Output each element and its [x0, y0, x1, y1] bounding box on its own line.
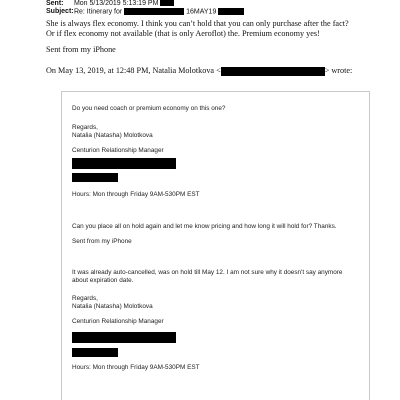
reply-signature: Sent from my iPhone: [46, 45, 116, 54]
attribution-suffix: > wrote:: [324, 66, 353, 75]
quoted-question-1: Do you need coach or premium economy on this one?: [72, 105, 226, 112]
redaction-bar: [72, 348, 118, 357]
redaction-bar: [72, 332, 176, 343]
redaction-bar: [221, 67, 325, 76]
redaction-bar: [160, 0, 174, 6]
quoted-reply-line-2: about expiration date.: [72, 277, 134, 284]
quoted-hours-2: Hours: Mon through Friday 9AM-530PM EST: [72, 364, 200, 371]
reply-body: She is always flex economy. I think you can’t hold that you can only purchase after the fact? Or if flex economy not available (that is only Aeroflot) the. Premium economy yes!: [46, 19, 349, 39]
attribution-prefix: On May 13, 2019, at 12:48 PM, Natalia Molotkova <: [46, 66, 221, 75]
redaction-bar: [72, 173, 118, 182]
redaction-bar: [218, 8, 244, 15]
quoted-regards: Regards,: [72, 124, 98, 131]
quoted-title-2: Centurion Relationship Manager: [72, 318, 164, 325]
subject-prefix: Re: Itinerary for: [73, 8, 123, 16]
subject-row: [46, 8, 244, 16]
quoted-hours: Hours: Mon through Friday 9AM-530PM EST: [72, 191, 200, 198]
quoted-sent-from: Sent from my iPhone: [72, 238, 132, 245]
quoted-regards-2: Regards,: [72, 295, 98, 302]
quoted-reply-line-1: It was already auto-cancelled, was on hold till May 12. I am not sure why it doesn't say anymore: [72, 269, 343, 276]
sent-label: Sent:: [46, 0, 64, 7]
quoted-name: Natalia (Natasha) Molotkova: [72, 132, 153, 139]
attribution-line: [46, 66, 352, 76]
redaction-bar: [72, 158, 176, 169]
quoted-name-2: Natalia (Natasha) Molotkova: [72, 303, 153, 310]
quoted-question-2: Can you place all on hold again and let me know pricing and how long it will hold for? Thanks.: [72, 223, 337, 230]
subject-label: Subject:: [46, 8, 74, 16]
sent-value: Mon 5/13/2019 5:13:19 PM: [73, 0, 159, 7]
subject-suffix: 16MAY19: [186, 8, 217, 16]
quoted-title: Centurion Relationship Manager: [72, 147, 164, 154]
redaction-bar: [124, 8, 184, 15]
sent-row: [46, 0, 174, 8]
